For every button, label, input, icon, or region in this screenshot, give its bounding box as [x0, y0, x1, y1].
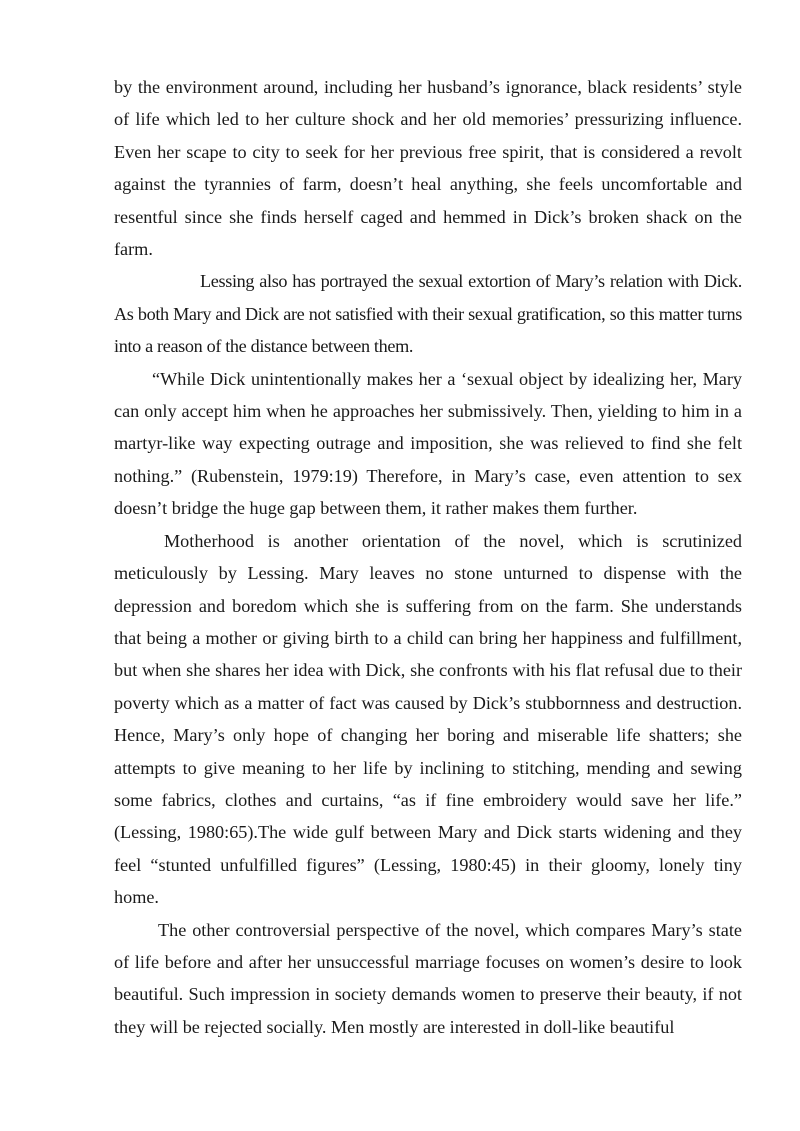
paragraph-rubenstein-quote: “While Dick unintentionally makes her a ‘sexual object by idealizing her, Mary can only accept him when he approaches her submissively. Then, yielding to him in a martyr-like way expecting outrage and imposition, she was relieved to find she felt nothing.” (Rubenstein, 1979:19) Therefore, in Mary’s case, even attention to sex doesn’t bridge the huge gap between them, it rather makes them further.	[114, 368, 742, 519]
body-text	[114, 71, 742, 1043]
paragraph-sexual-extortion: Lessing also has portrayed the sexual extortion of Mary’s relation with Dick. As both Mary and Dick are not satisfied with their sexual gratification, so this matter turns into a reason of the distance between them.	[114, 271, 742, 357]
paragraph-beauty: The other controversial perspective of the novel, which compares Mary’s state of life before and after her unsuccessful marriage focuses on women’s desire to look beautiful. Such impression in society demands women to preserve their beauty, if not they will be rejected socially. Men mostly are interested in doll-like beautiful	[114, 919, 742, 1037]
paragraph-motherhood: Motherhood is another orientation of the novel, which is scrutinized meticulously by Lessing. Mary leaves no stone unturned to dispense with the depression and boredom which she is suffering from on the farm. She understands that being a mother or giving birth to a child can bring her happiness and fulfillment, but when she shares her idea with Dick, she confronts with his flat refusal due to their poverty which as a matter of fact was caused by Dick’s stubbornness and destruction. Hence, Mary’s only hope of changing her boring and miserable life shatters; she attempts to give meaning to her life by inclining to stitching, mending and sewing some fabrics, clothes and curtains, “as if fine embroidery would save her life.” (Lessing, 1980:65).The wide gulf between Mary and Dick starts widening and they feel “stunted unfulfilled figures” (Lessing, 1980:45) in their gloomy, lonely tiny home.	[114, 530, 742, 908]
paragraph-environment: by the environment around, including her husband’s ignorance, black residents’ style of life which led to her culture shock and her old memories’ pressurizing influence. Even her scape to city to seek for her previous free spirit, that is considered a revolt against the tyrannies of farm, doesn’t heal anything, she feels uncomfortable and resentful since she finds herself caged and hemmed in Dick’s broken shack on the farm.	[114, 77, 742, 260]
